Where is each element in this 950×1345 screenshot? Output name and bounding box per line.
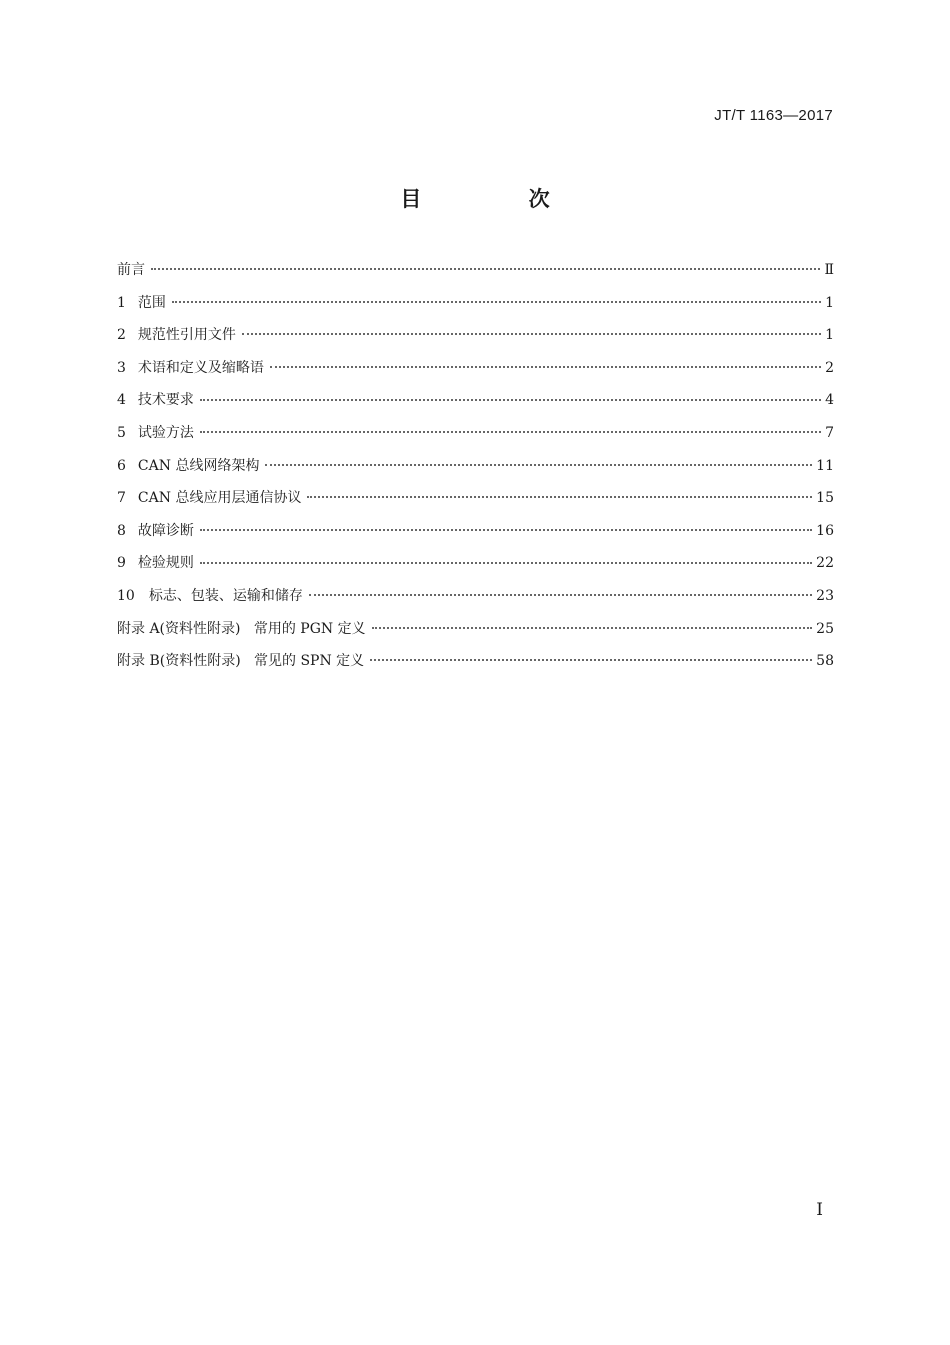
toc-entry-number: 2 [117, 327, 126, 344]
toc-leader-dots [200, 562, 812, 564]
toc-entry-7[interactable] [117, 482, 834, 515]
toc-entry-9[interactable] [117, 547, 834, 580]
toc-entry-label: 附录 B(资料性附录) 常见的 SPN 定义 [117, 653, 365, 670]
toc-entry-number: 5 [117, 424, 126, 441]
toc-entry-page: 1 [825, 327, 834, 344]
toc-leader-dots [307, 496, 812, 498]
toc-entry-1[interactable] [117, 287, 834, 320]
toc-entry-label: 术语和定义及缩略语 [137, 359, 264, 376]
toc-entry-label: 范围 [137, 294, 166, 311]
toc-entry-label: 标志、包装、运输和储存 [148, 587, 303, 604]
toc-entry-number: 9 [117, 555, 126, 572]
toc-entry-page: 4 [825, 392, 834, 409]
toc-entry-5[interactable] [117, 417, 834, 450]
toc-entry-number: 8 [117, 522, 126, 539]
toc-entry-page: 22 [816, 555, 834, 572]
toc-leader-dots [242, 333, 821, 335]
toc-entry-page: 1 [825, 294, 834, 311]
toc-entry-label: 规范性引用文件 [137, 327, 236, 344]
page-title: 目 次 [400, 187, 600, 211]
toc-entry-page: 2 [825, 359, 834, 376]
toc-entry-number: 1 [117, 294, 126, 311]
toc-leader-dots [172, 301, 821, 303]
toc-leader-dots [309, 594, 812, 596]
toc-entry-page: 7 [825, 424, 834, 441]
toc-entry-appendix-a[interactable] [117, 613, 834, 646]
toc-entry-label: CAN 总线应用层通信协议 [137, 490, 302, 507]
toc-entry-page: 16 [816, 522, 834, 539]
toc-entry-8[interactable] [117, 515, 834, 548]
toc-entry-number: 10 [117, 587, 135, 604]
toc-entry-label: 前言 [117, 262, 145, 278]
toc-entry-page: 25 [816, 620, 834, 637]
toc-entry-appendix-b[interactable] [117, 645, 834, 678]
toc-entry-label: 故障诊断 [137, 522, 194, 539]
toc-entry-number: 6 [117, 457, 126, 474]
toc-entry-number: 4 [117, 392, 126, 409]
toc-entry-page: 11 [816, 457, 834, 474]
toc-leader-dots [270, 366, 821, 368]
toc-leader-dots [200, 529, 812, 531]
toc-entry-3[interactable] [117, 352, 834, 385]
toc-leader-dots [372, 627, 813, 629]
toc-entry-label: 试验方法 [137, 424, 194, 441]
toc-entry-label: CAN 总线网络架构 [137, 457, 260, 474]
toc-entry-number: 3 [117, 359, 126, 376]
toc-entry-page: Ⅱ [824, 262, 834, 278]
toc-entry-6[interactable] [117, 450, 834, 483]
table-of-contents [117, 254, 834, 678]
toc-entry-page: 15 [816, 490, 834, 507]
toc-leader-dots [151, 268, 820, 270]
toc-entry-2[interactable] [117, 319, 834, 352]
toc-entry-label: 技术要求 [137, 392, 194, 409]
toc-entry-number: 7 [117, 490, 126, 507]
toc-leader-dots [370, 659, 812, 661]
toc-entry-page: 23 [816, 587, 834, 604]
toc-entry-foreword[interactable] [117, 254, 834, 287]
toc-entry-4[interactable] [117, 384, 834, 417]
toc-entry-label: 附录 A(资料性附录) 常用的 PGN 定义 [117, 620, 366, 637]
toc-leader-dots [200, 431, 821, 433]
toc-entry-label: 检验规则 [137, 555, 194, 572]
standard-code: JT/T 1163—2017 [714, 107, 833, 124]
toc-leader-dots [265, 464, 812, 466]
toc-entry-page: 58 [816, 653, 834, 670]
toc-entry-10[interactable] [117, 580, 834, 613]
toc-leader-dots [200, 399, 821, 401]
page-number: I [816, 1200, 823, 1220]
